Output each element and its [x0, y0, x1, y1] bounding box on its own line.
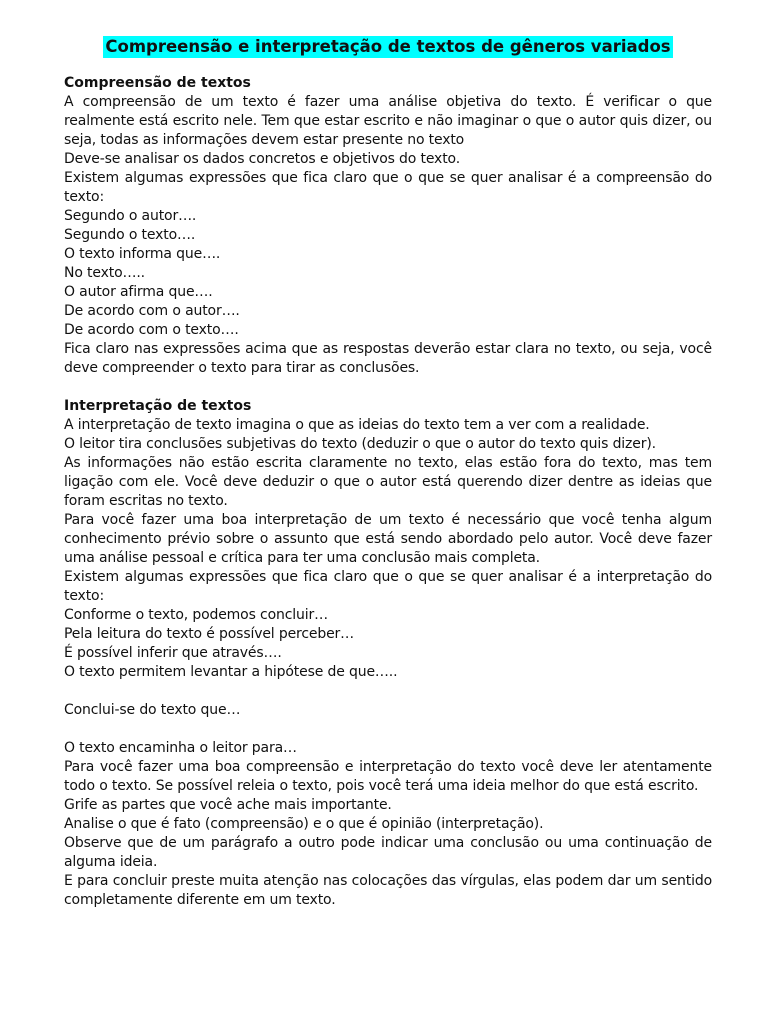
expression-item: O texto encaminha o leitor para… — [64, 740, 297, 756]
title-container — [64, 36, 712, 58]
paragraph: Existem algumas expressões que fica claro que o que se quer analisar é a interpretação do texto: — [64, 569, 712, 604]
paragraph: Existem algumas expressões que fica claro que o que se quer analisar é a compreensão do texto: — [64, 170, 712, 205]
section-compreensao — [64, 74, 712, 378]
spacer — [64, 720, 712, 739]
section-heading-interpretacao: Interpretação de textos — [64, 398, 252, 414]
expression-item: Conforme o texto, podemos concluir… — [64, 607, 328, 623]
paragraph: Grife as partes que você ache mais importante. — [64, 797, 392, 813]
paragraph: A compreensão de um texto é fazer uma análise objetiva do texto. É verificar o que realmente está escrito nele. Tem que estar escrito e não imaginar o que o autor quis dizer, ou seja, todas as informações devem estar presente no texto — [64, 94, 712, 148]
expression-item: Segundo o autor…. — [64, 208, 197, 224]
expression-item: Segundo o texto…. — [64, 227, 196, 243]
paragraph: Deve-se analisar os dados concretos e objetivos do texto. — [64, 151, 461, 167]
expression-item: O texto informa que…. — [64, 246, 221, 262]
document-page — [64, 36, 712, 910]
section-heading-compreensao: Compreensão de textos — [64, 75, 251, 91]
expression-item: Conclui-se do texto que… — [64, 702, 241, 718]
paragraph: As informações não estão escrita claramente no texto, elas estão fora do texto, mas tem ligação com ele. Você deve deduzir o que o autor está querendo dizer dentre as ideias que foram escritas no texto. — [64, 455, 712, 509]
paragraph: Para você fazer uma boa interpretação de um texto é necessário que você tenha algum conhecimento prévio sobre o assunto que está sendo abordado pelo autor. Você deve fazer uma análise pessoal e crítica para ter uma conclusão mais completa. — [64, 512, 712, 566]
paragraph: Observe que de um parágrafo a outro pode indicar uma conclusão ou uma continuação de alguma ideia. — [64, 835, 712, 870]
section-interpretacao — [64, 397, 712, 910]
paragraph: Para você fazer uma boa compreensão e interpretação do texto você deve ler atentamente todo o texto. Se possível releia o texto, pois você terá uma ideia melhor do que está escrito. — [64, 759, 712, 794]
paragraph: O leitor tira conclusões subjetivas do texto (deduzir o que o autor do texto quis dizer). — [64, 436, 656, 452]
expression-item: De acordo com o texto…. — [64, 322, 239, 338]
expression-item: É possível inferir que através…. — [64, 645, 282, 661]
expression-item: O autor afirma que…. — [64, 284, 213, 300]
expression-item: No texto….. — [64, 265, 145, 281]
paragraph: Analise o que é fato (compreensão) e o que é opinião (interpretação). — [64, 816, 544, 832]
expression-item: De acordo com o autor…. — [64, 303, 240, 319]
expression-item: Pela leitura do texto é possível perceber… — [64, 626, 355, 642]
expression-item: O texto permitem levantar a hipótese de que….. — [64, 664, 398, 680]
spacer — [64, 378, 712, 397]
paragraph: A interpretação de texto imagina o que as ideias do texto tem a ver com a realidade. — [64, 417, 650, 433]
paragraph: E para concluir preste muita atenção nas colocações das vírgulas, elas podem dar um sentido completamente diferente em um texto. — [64, 873, 712, 908]
paragraph: Fica claro nas expressões acima que as respostas deverão estar clara no texto, ou seja, você deve compreender o texto para tirar as conclusões. — [64, 341, 712, 376]
document-title: Compreensão e interpretação de textos de gêneros variados — [105, 37, 671, 56]
spacer — [64, 682, 712, 701]
